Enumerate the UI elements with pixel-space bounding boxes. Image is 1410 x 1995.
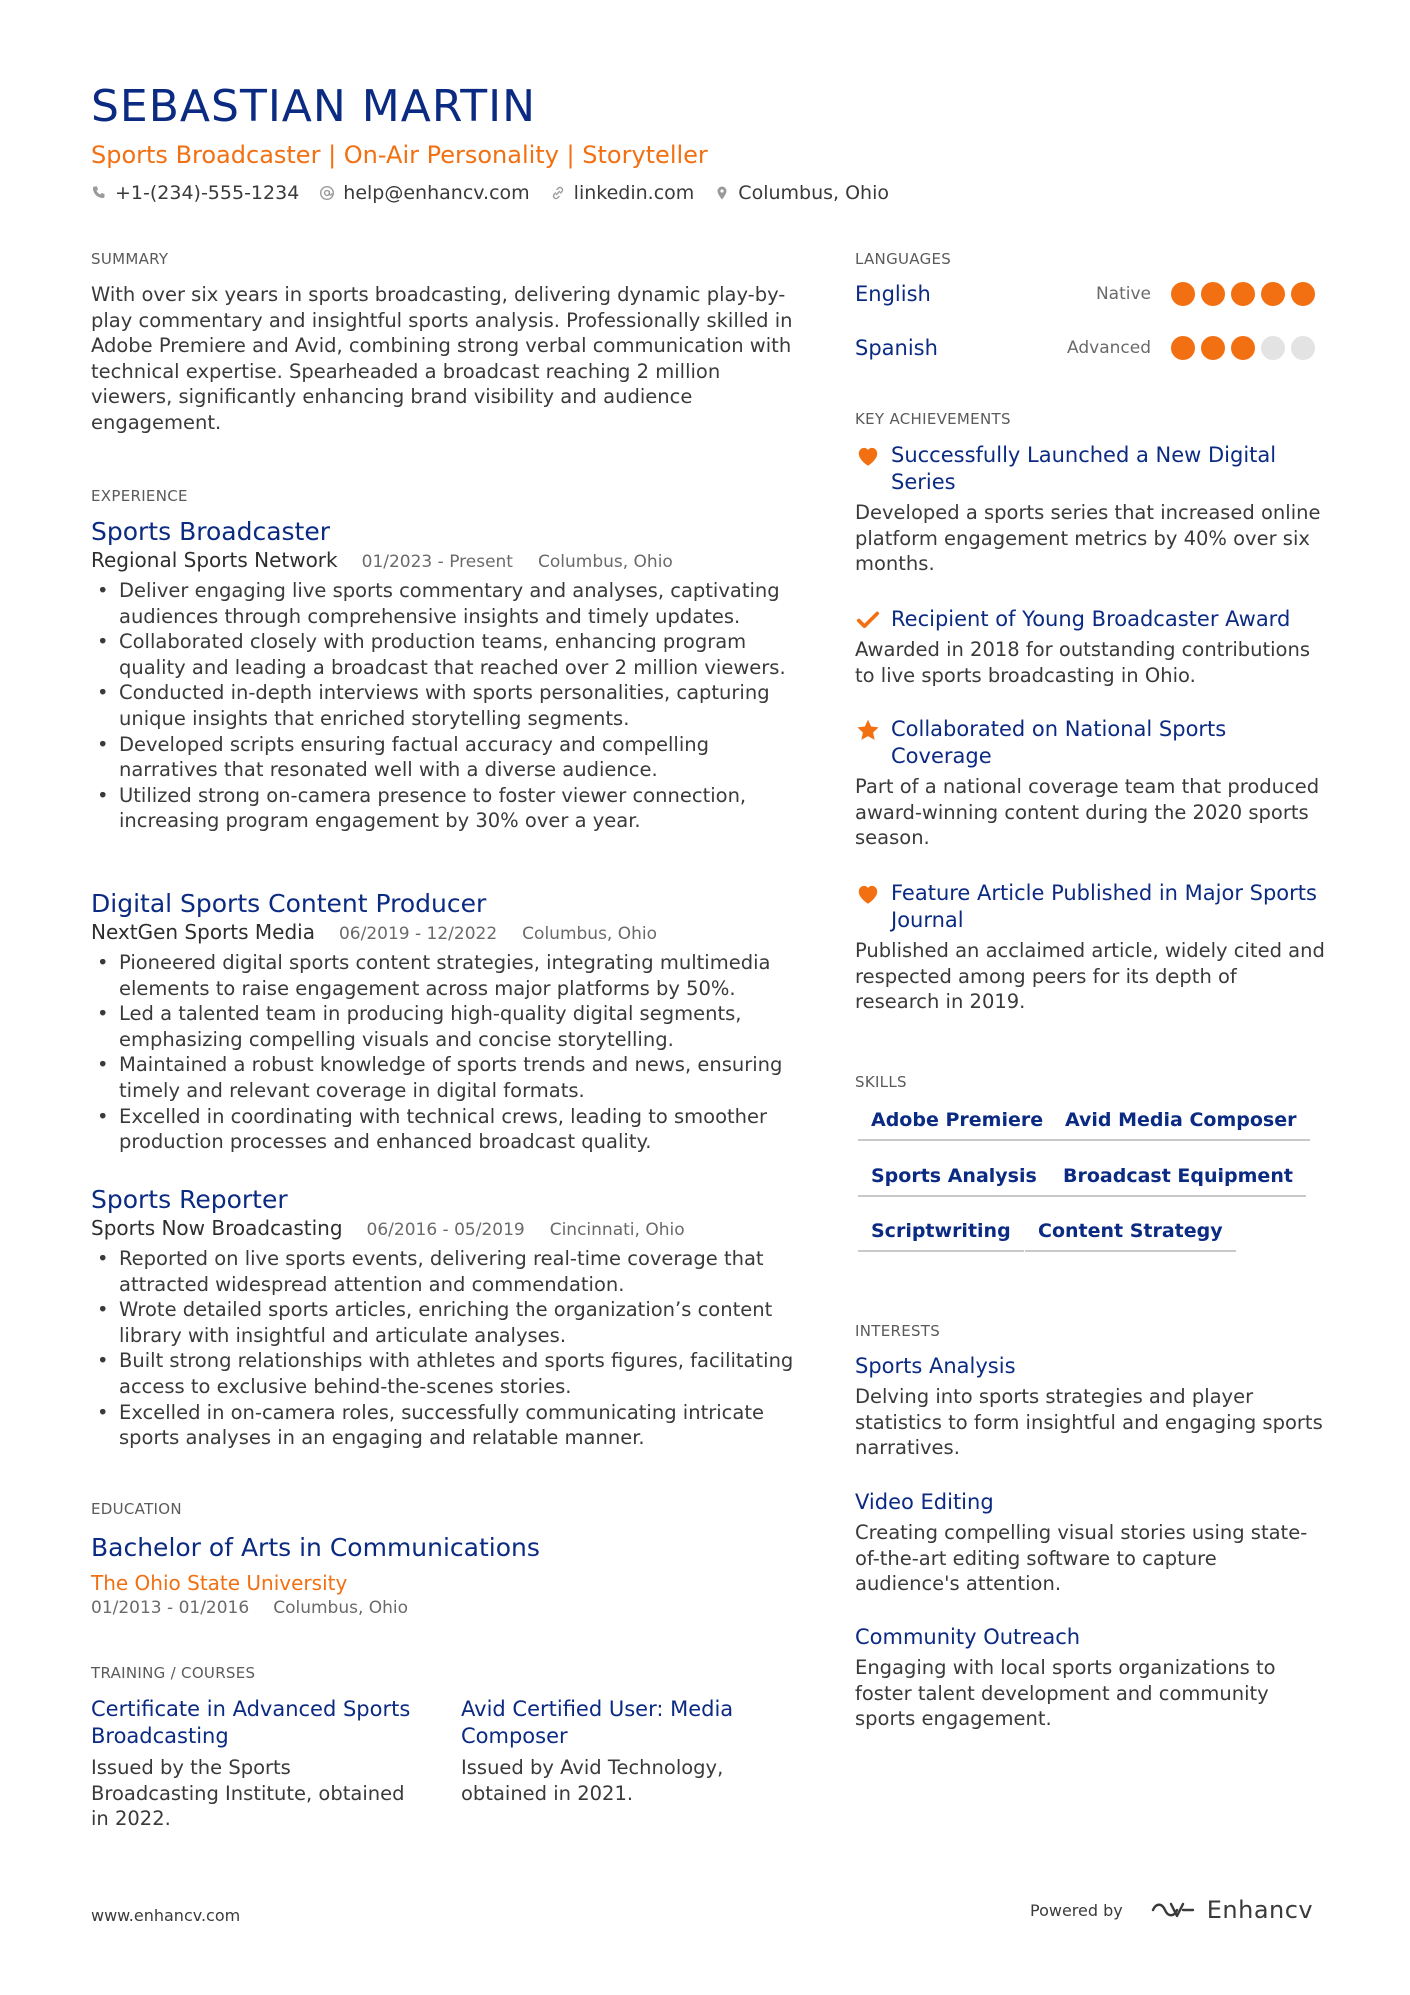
- education-dates: 01/2013 - 01/2016: [91, 1598, 250, 1618]
- job-bullet: • Wrote detailed sports articles, enriching the organization’s content library with insightful and articulate analyses.: [91, 1297, 801, 1348]
- job-location: Columbus, Ohio: [522, 924, 658, 944]
- training-item: [91, 1696, 421, 1832]
- rating-dot-filled: [1201, 336, 1225, 360]
- rating-dot-filled: [1171, 336, 1195, 360]
- job-company: NextGen Sports Media: [91, 920, 315, 944]
- candidate-tagline: Sports Broadcaster | On-Air Personality | Storyteller: [91, 141, 708, 169]
- training-title: Certificate in Advanced Sports Broadcasting: [91, 1697, 411, 1748]
- contact-website[interactable]: [550, 182, 695, 204]
- experience-item: [91, 516, 801, 834]
- job-bullet: • Developed scripts ensuring factual accuracy and compelling narratives that resonated well with a diverse audience.: [91, 732, 801, 783]
- achievement-desc: Developed a sports series that increased online platform engagement metrics by 40% over six months.: [855, 501, 1321, 575]
- training-item: [461, 1696, 781, 1806]
- job-meta: [91, 1216, 801, 1243]
- language-item: [855, 331, 1315, 365]
- location-text: Columbus, Ohio: [738, 182, 889, 204]
- summary-text: With over six years in sports broadcasting, delivering dynamic play-by-play commentary and insightful sports analysis. Professionally skilled in Adobe Premiere and Avid, combining strong verbal communication with technical expertise. Spearheaded a broadcast reaching 2 million viewers, significantly enhancing brand visibility and audience engagement.: [91, 283, 793, 434]
- interest-desc: Delving into sports strategies and player statistics to form insightful and engaging sports narratives.: [855, 1385, 1323, 1459]
- education-heading: EDUCATION: [91, 1500, 182, 1518]
- rating-dot-filled: [1231, 282, 1255, 306]
- interest-title: Community Outreach: [855, 1625, 1081, 1649]
- job-bullet: • Conducted in-depth interviews with sports personalities, capturing unique insights that enriched storytelling segments.: [91, 680, 801, 731]
- rating-dot-filled: [1231, 336, 1255, 360]
- achievement-title: Collaborated on National Sports Coverage: [891, 717, 1227, 768]
- job-bullets: [91, 950, 801, 1155]
- rating-dot-filled: [1201, 282, 1225, 306]
- interest-desc: Engaging with local sports organizations to foster talent development and community sports engagement.: [855, 1656, 1276, 1730]
- skill-tag: Scriptwriting: [858, 1216, 1024, 1252]
- language-level: Advanced: [1067, 338, 1151, 358]
- rating-dot-filled: [1261, 282, 1285, 306]
- achievement-desc: Published an acclaimed article, widely cited and respected among peers for its depth of research in 2019.: [855, 939, 1325, 1013]
- rating-dot-empty: [1291, 336, 1315, 360]
- job-meta: [91, 920, 801, 947]
- job-bullet: • Deliver engaging live sports commentary and analyses, captivating audiences through comprehensive insights and timely updates.: [91, 578, 801, 629]
- footer-website[interactable]: www.enhancv.com: [91, 1906, 241, 1925]
- candidate-name: SEBASTIAN MARTIN: [91, 81, 536, 132]
- website-text[interactable]: linkedin.com: [573, 182, 695, 204]
- skills-heading: SKILLS: [855, 1073, 907, 1091]
- training-heading: TRAINING / COURSES: [91, 1664, 256, 1682]
- job-bullet: • Excelled in coordinating with technical crews, leading to smoother production processes and enhanced broadcast quality.: [91, 1104, 801, 1155]
- interest-item: [855, 1489, 1325, 1597]
- skill-tag: Adobe Premiere: [858, 1105, 1056, 1141]
- language-name: Spanish: [855, 336, 938, 360]
- achievement-item: [855, 442, 1325, 577]
- skill-tag: Broadcast Equipment: [1050, 1161, 1306, 1197]
- job-bullet: • Reported on live sports events, delivering real-time coverage that attracted widespread attention and commendation.: [91, 1246, 801, 1297]
- achievement-item: [855, 606, 1325, 688]
- achievement-title: Recipient of Young Broadcaster Award: [891, 607, 1291, 631]
- enhancv-logo-icon: [1149, 1897, 1197, 1923]
- job-bullets: [91, 1246, 801, 1451]
- job-bullet: • Maintained a robust knowledge of sports trends and news, ensuring timely and relevant coverage in digital formats.: [91, 1052, 801, 1103]
- training-desc: Issued by Avid Technology, obtained in 2021.: [461, 1756, 724, 1805]
- rating-dot-filled: [1171, 282, 1195, 306]
- languages-heading: LANGUAGES: [855, 250, 952, 268]
- interest-item: [855, 1624, 1325, 1732]
- language-rating: [1165, 336, 1315, 360]
- job-bullet: • Excelled in on-camera roles, successfully communicating intricate sports analyses in an engaging and relatable manner.: [91, 1400, 801, 1451]
- achievement-desc: Part of a national coverage team that produced award-winning content during the 2020 sports season.: [855, 775, 1320, 849]
- footer-branding: [1030, 1896, 1313, 1924]
- training-title: Avid Certified User: Media Composer: [461, 1697, 734, 1748]
- achievements-heading: KEY ACHIEVEMENTS: [855, 410, 1011, 428]
- contact-email[interactable]: [319, 182, 529, 204]
- education-school: The Ohio State University: [91, 1571, 348, 1595]
- skill-tag: Content Strategy: [1025, 1216, 1236, 1252]
- interest-title: Video Editing: [855, 1490, 994, 1514]
- heart-icon: [855, 443, 881, 469]
- interest-item: [855, 1353, 1325, 1461]
- check-icon: [855, 607, 881, 633]
- interest-title: Sports Analysis: [855, 1354, 1016, 1378]
- job-dates: 06/2016 - 05/2019: [366, 1220, 525, 1240]
- job-location: Cincinnati, Ohio: [549, 1220, 685, 1240]
- interests-heading: INTERESTS: [855, 1322, 941, 1340]
- job-bullets: [91, 578, 801, 834]
- job-title: Digital Sports Content Producer: [91, 889, 487, 918]
- contact-phone: [91, 182, 299, 204]
- interest-desc: Creating compelling visual stories using state-of-the-art editing software to capture audience's attention.: [855, 1521, 1308, 1595]
- training-desc: Issued by the Sports Broadcasting Institute, obtained in 2022.: [91, 1756, 405, 1830]
- rating-dot-filled: [1291, 282, 1315, 306]
- rating-dot-empty: [1261, 336, 1285, 360]
- job-meta: [91, 548, 801, 575]
- link-icon: [550, 185, 566, 201]
- education-degree: Bachelor of Arts in Communications: [91, 1533, 540, 1562]
- heart-icon: [855, 881, 881, 907]
- job-company: Regional Sports Network: [91, 548, 338, 572]
- job-dates: 06/2019 - 12/2022: [338, 924, 498, 944]
- experience-heading: EXPERIENCE: [91, 487, 188, 505]
- language-item: [855, 277, 1315, 311]
- language-rating: [1165, 282, 1315, 306]
- location-pin-icon: [714, 185, 730, 201]
- job-title: Sports Broadcaster: [91, 517, 331, 546]
- language-name: English: [855, 282, 931, 306]
- powered-by-label: Powered by: [1030, 1900, 1123, 1920]
- education-location: Columbus, Ohio: [273, 1598, 409, 1618]
- job-dates: 01/2023 - Present: [361, 552, 513, 572]
- job-bullet: • Built strong relationships with athletes and sports figures, facilitating access to exclusive behind-the-scenes stories.: [91, 1348, 801, 1399]
- job-bullet: • Pioneered digital sports content strategies, integrating multimedia elements to raise engagement across major platforms by 50%.: [91, 950, 801, 1001]
- job-bullet: • Utilized strong on-camera presence to foster viewer connection, increasing program engagement by 30% over a year.: [91, 783, 801, 834]
- phone-text: +1-(234)-555-1234: [115, 182, 300, 204]
- star-icon: [855, 717, 881, 743]
- achievement-title: Feature Article Published in Major Sports Journal: [891, 881, 1317, 932]
- education-meta: [91, 1597, 801, 1619]
- job-bullet: • Led a talented team in producing high-quality digital segments, emphasizing compelling visuals and concise storytelling.: [91, 1001, 801, 1052]
- summary-heading: SUMMARY: [91, 250, 169, 268]
- contact-location: [714, 182, 889, 204]
- enhancv-logo-text: Enhancv: [1206, 1896, 1314, 1924]
- job-company: Sports Now Broadcasting: [91, 1216, 343, 1240]
- job-location: Columbus, Ohio: [537, 552, 673, 572]
- at-icon: [319, 185, 335, 201]
- skill-tag: Sports Analysis: [858, 1161, 1050, 1197]
- phone-icon: [91, 185, 107, 201]
- job-title: Sports Reporter: [91, 1185, 288, 1214]
- achievement-item: [855, 716, 1325, 851]
- job-bullet: • Collaborated closely with production teams, enhancing program quality and leading a broadcast that reached over 2 million viewers.: [91, 629, 801, 680]
- language-level: Native: [1095, 284, 1151, 304]
- experience-item: [91, 888, 801, 1155]
- email-text[interactable]: help@enhancv.com: [343, 182, 530, 204]
- skill-tag: Avid Media Composer: [1052, 1105, 1310, 1141]
- achievement-title: Successfully Launched a New Digital Series: [891, 443, 1277, 494]
- education-item: [91, 1532, 801, 1619]
- contact-bar: [91, 178, 909, 208]
- experience-item: [91, 1184, 801, 1451]
- achievement-desc: Awarded in 2018 for outstanding contributions to live sports broadcasting in Ohio.: [855, 638, 1311, 687]
- achievement-item: [855, 880, 1325, 1015]
